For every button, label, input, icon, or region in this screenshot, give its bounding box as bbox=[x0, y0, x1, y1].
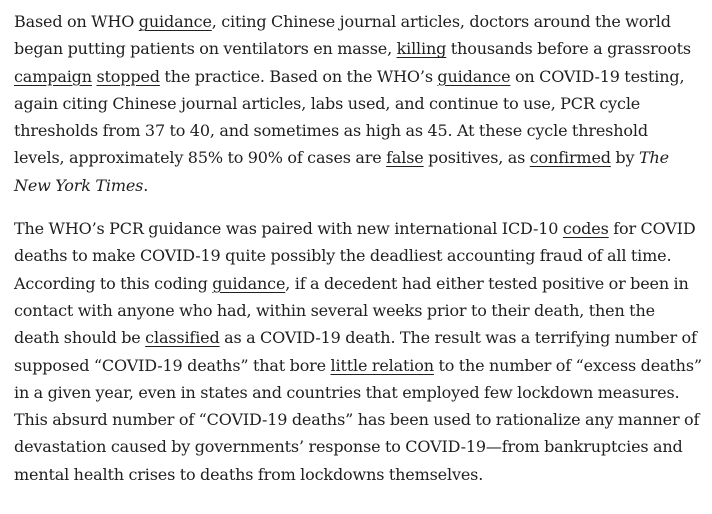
paragraph-who-guidance bbox=[14, 8, 702, 199]
text-run: on COVID-19 testing, again citing Chinese journal articles, labs used, and continue to use, PCR cycle thresholds from 37 to 40, and sometimes as high as 45. At these cycle threshold levels, approximately 85% to 90% of cases are bbox=[14, 66, 685, 168]
text-run: , citing Chinese journal articles, doctors around the world began putting patients on ventilators en masse, bbox=[14, 12, 671, 59]
link-coding-guidance[interactable]: guidance bbox=[212, 273, 286, 293]
link-stopped[interactable]: stopped bbox=[96, 66, 160, 86]
italic-title: The New York Times bbox=[14, 148, 669, 195]
text-run: the practice. Based on the WHO’s bbox=[159, 66, 438, 86]
link-confirmed[interactable]: confirmed bbox=[529, 148, 611, 168]
text-run: Based on WHO bbox=[14, 12, 139, 31]
paragraph-icd-codes bbox=[14, 215, 702, 488]
text-run: , if a decedent had either tested positive or been in contact with anyone who had, within several weeks prior to their death, then the death should be bbox=[14, 273, 689, 348]
link-classified[interactable]: classified bbox=[145, 328, 220, 348]
link-who-guidance-ventilators[interactable]: guidance bbox=[138, 12, 212, 31]
link-who-guidance-testing[interactable]: guidance bbox=[437, 66, 511, 86]
link-campaign[interactable]: campaign bbox=[14, 66, 92, 86]
text-run: thousands before a grassroots bbox=[446, 39, 691, 59]
text-run: positives, as bbox=[423, 148, 530, 168]
link-codes[interactable]: codes bbox=[562, 219, 609, 239]
text-run: by bbox=[610, 148, 639, 168]
link-false[interactable]: false bbox=[386, 148, 424, 168]
text-run: to the number of “excess deaths” in a given year, even in states and countries that employed few lockdown measures. This absurd number of “COVID-19 deaths” has been used to rationalize any manner of devastation caused by governments’ response to COVID-19—from bankruptcies and mental health crises to deaths from lockdowns themselves. bbox=[14, 355, 702, 484]
text-run: for COVID deaths to make COVID-19 quite possibly the deadliest accounting fraud of all time. According to this coding bbox=[14, 219, 696, 293]
text-run: The WHO’s PCR guidance was paired with new international ICD-10 bbox=[14, 219, 563, 239]
text-run: . bbox=[143, 175, 149, 195]
text-run: as a COVID-19 death. The result was a terrifying number of supposed “COVID-19 deaths” that bore bbox=[14, 328, 697, 375]
link-killing[interactable]: killing bbox=[396, 39, 447, 59]
link-little-relation[interactable]: little relation bbox=[330, 355, 434, 375]
